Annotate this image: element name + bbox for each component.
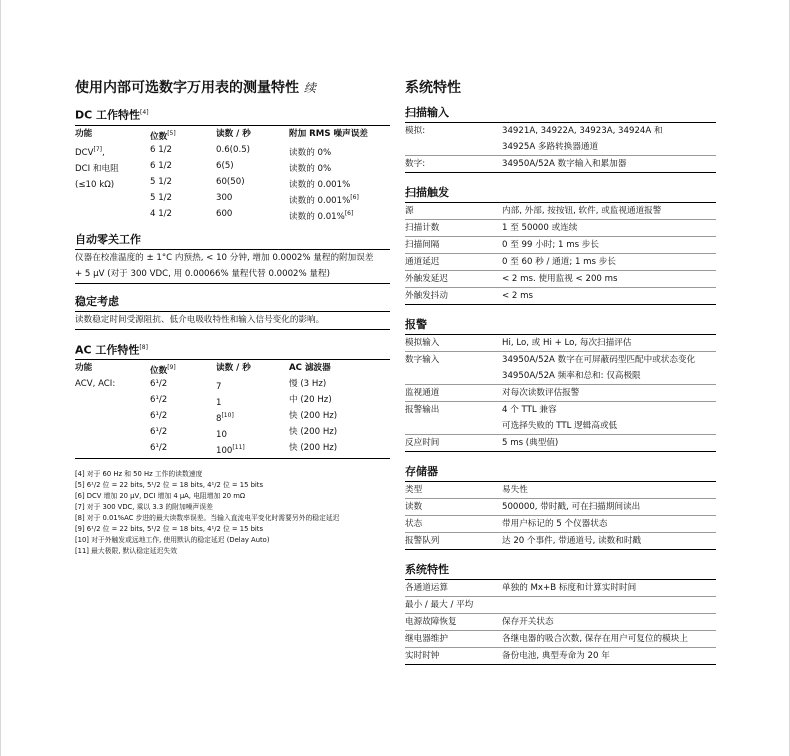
spec-row: [405, 597, 716, 614]
footnote: [8] 对于 0.01%AC 步进的最大读数率误差。当输入直流电平变化时需要另外的稳定延迟: [75, 514, 340, 523]
autozero-line: 仪器在校准温度的 ± 1°C 内预热, < 10 分钟, 增加 0.0002% 量程的附加误差: [75, 252, 374, 263]
settling-text: [75, 312, 390, 330]
spec-key: 实时时钟: [405, 651, 440, 661]
section-gap: [405, 305, 716, 317]
dc-table: [75, 126, 390, 222]
spec-row: [405, 335, 716, 352]
section-gap: [405, 550, 716, 562]
spec-value-line: < 2 ms. 使用监视 < 200 ms: [502, 274, 618, 284]
ac-cell-func: ACV, ACI:: [75, 379, 116, 390]
spec-value: [502, 254, 716, 270]
settling-section-title: 稳定考虑: [75, 294, 390, 312]
ac-header-digits-text: 位数: [150, 366, 168, 377]
dc-cell-reading: 600: [216, 208, 233, 219]
spec-value-line: 保存开关状态: [502, 617, 554, 627]
ac-title-text: AC 工作特性: [75, 343, 140, 357]
ac-header-reading: 读数 / 秒: [216, 363, 251, 374]
dc-table-row: [75, 206, 390, 222]
spec-value-line: 达 20 个事件, 带通道号, 读数和时戳: [502, 536, 642, 546]
dc-header-func: 功能: [75, 128, 93, 139]
spec-value-line: < 2 ms: [502, 291, 533, 301]
dc-cell-digits: 6 1/2: [150, 160, 173, 171]
spec-value-line: 34950A/52A 数字输入和累加器: [502, 159, 627, 169]
ac-header-filter: AC 滤波器: [289, 363, 331, 374]
spec-key: 数字输入: [405, 355, 440, 365]
ac-table-row: [75, 392, 390, 408]
dc-func-text: DCI 和电阻: [75, 163, 119, 174]
dc-cell-digits: 4 1/2: [150, 208, 173, 219]
spec-value: [502, 352, 716, 384]
spec-value-line: 34950A/52A 数字在可屏蔽码型匹配中或状态变化: [502, 355, 696, 365]
spec-value: [502, 533, 716, 549]
spec-value: [502, 271, 716, 287]
spec-row: [405, 631, 716, 648]
spec-value: [502, 335, 716, 351]
spec-row: [405, 203, 716, 220]
spec-key: 反应时间: [405, 438, 440, 448]
spec-value: [502, 482, 716, 498]
footnotes: [75, 469, 390, 557]
ac-cell-filter: 慢 (3 Hz): [289, 379, 327, 390]
spec-row: [405, 482, 716, 499]
spec-row: [405, 237, 716, 254]
spec-row: [405, 254, 716, 271]
spec-value-line: 34925A 多路转换器通道: [502, 142, 599, 152]
dc-func-note: [7]: [93, 145, 102, 153]
spec-value: [502, 597, 716, 613]
section-gap: [405, 452, 716, 464]
ac-cell-digits: 6¹/2: [150, 379, 168, 390]
ac-reading-text: 7: [216, 382, 222, 393]
spec-key: 继电器维护: [405, 634, 448, 644]
spec-key: 外触发抖动: [405, 291, 448, 301]
spec-value-line: 可选择失败的 TTL 逻辑高或低: [502, 421, 618, 431]
spec-key: 监视通道: [405, 388, 440, 398]
autozero-line: + 5 μV (对于 300 VDC, 用 0.00066% 量程代替 0.0002% 量程): [75, 268, 330, 279]
dc-table-row: [75, 158, 390, 174]
spec-value: [502, 648, 716, 664]
ac-cell-filter: 快 (200 Hz): [289, 411, 338, 422]
dc-noise-text: 读数的 0.001%: [289, 179, 351, 190]
spec-value: [502, 220, 716, 236]
ac-title-note: [8]: [139, 343, 148, 351]
dc-header-noise: 附加 RMS 噪声误差: [289, 128, 368, 139]
spec-row: [405, 648, 716, 665]
spec-value-line: 0 至 60 秒 / 通道; 1 ms 步长: [502, 257, 616, 267]
spec-key: 通道延迟: [405, 257, 440, 267]
ac-reading-note: [10]: [221, 412, 234, 420]
left-title-text: 使用内部可选数字万用表的测量特性: [75, 80, 299, 96]
spec-value: [502, 516, 716, 532]
spec-value: [502, 580, 716, 596]
footnote: [4] 对于 60 Hz 和 50 Hz 工作的读数速度: [75, 470, 203, 479]
spec-row: [405, 533, 716, 550]
dc-header-digits-text: 位数: [150, 131, 168, 142]
ac-section-title: [75, 340, 390, 361]
spec-key: 模拟:: [405, 126, 426, 136]
ac-header-func: 功能: [75, 363, 93, 374]
ac-reading-note: [11]: [232, 444, 245, 452]
footnote: [6] DCV 增加 20 μV, DCI 增加 4 μA, 电阻增加 20 mΩ: [75, 492, 246, 501]
spec-key: 扫描计数: [405, 223, 440, 233]
left-column: [75, 105, 390, 557]
spec-section-title: 报警: [405, 317, 716, 335]
left-title-suffix: 续: [303, 81, 316, 95]
spec-key: 最小 / 最大 / 平均: [405, 600, 474, 610]
spec-value-line: 500000, 带时戳, 可在扫描期间读出: [502, 502, 641, 512]
right-page-title: 系统特性: [405, 80, 461, 96]
spec-key: 各通道运算: [405, 583, 448, 593]
spec-value: [502, 614, 716, 630]
spec-key: 报警输出: [405, 405, 440, 415]
dc-header-reading: 读数 / 秒: [216, 128, 251, 139]
footnote: [10] 对于外触发或远地工作, 使用默认的稳定延迟 (Delay Auto): [75, 536, 270, 545]
spec-key: 报警队列: [405, 536, 440, 546]
ac-table: [75, 360, 390, 456]
ac-cell-filter: 中 (20 Hz): [289, 395, 332, 406]
footnote: [7] 对于 300 VDC, 乘以 3.3 的附加噪声误差: [75, 503, 213, 512]
spec-row: [405, 580, 716, 597]
spec-value-line: 0 至 99 小时; 1 ms 步长: [502, 240, 599, 250]
spec-key: 模拟输入: [405, 338, 440, 348]
spec-value: [502, 288, 716, 304]
spec-row: [405, 156, 716, 173]
spec-value: [502, 156, 716, 172]
spec-value: [502, 435, 716, 451]
ac-cell-digits: 6¹/2: [150, 443, 168, 454]
spec-value-line: 5 ms (典型值): [502, 438, 559, 448]
spec-row: [405, 220, 716, 237]
spec-value-line: 各继电器的吸合次数, 保存在用户可复位的模块上: [502, 634, 688, 644]
right-column: [405, 105, 716, 665]
dc-section-title: [75, 105, 390, 126]
spec-key: 读数: [405, 502, 423, 512]
settling-line: 读数稳定时间受源阻抗、低介电吸收特性和输入信号变化的影响。: [75, 314, 325, 325]
spec-section-title: 存储器: [405, 464, 716, 482]
footnote: [11] 最大极限, 默认稳定延迟失效: [75, 547, 177, 556]
autozero-section-title: 自动零关工作: [75, 232, 390, 250]
spec-key: 源: [405, 206, 414, 216]
spec-key: 类型: [405, 485, 423, 495]
dc-cell-digits: 5 1/2: [150, 192, 173, 203]
spec-value-line: 34950A/52A 频率和总和: 仅高极限: [502, 371, 641, 381]
spec-value-line: 带用户标记的 5 个仪器状态: [502, 519, 608, 529]
autozero-text: [75, 250, 390, 284]
spec-value-line: 单独的 Mx+B 标度和计算实时时间: [502, 583, 637, 593]
spec-row: [405, 352, 716, 385]
spec-row: [405, 499, 716, 516]
spec-value-line: 对每次读数评估报警: [502, 388, 580, 398]
ac-header-digits-note: [9]: [167, 364, 176, 372]
ac-reading-text: 10: [216, 430, 227, 441]
dc-cell-reading: 6(5): [216, 160, 234, 171]
dc-noise-text: 读数的 0.001%: [289, 195, 351, 206]
dc-cell-reading: 60(50): [216, 176, 245, 187]
dc-func-suffix: ,: [102, 147, 105, 158]
ac-cell-filter: 快 (200 Hz): [289, 443, 338, 454]
spec-row: [405, 516, 716, 533]
spec-value: [502, 385, 716, 401]
dc-func-text: (≤10 kΩ): [75, 179, 115, 190]
spec-value: [502, 237, 716, 253]
spec-section-title: 系统特性: [405, 562, 716, 580]
dc-cell-digits: 6 1/2: [150, 144, 173, 155]
spec-value: [502, 203, 716, 219]
section-gap: [405, 173, 716, 185]
ac-reading-text: 100: [216, 446, 233, 457]
spec-key: 扫描间隔: [405, 240, 440, 250]
spec-value: [502, 499, 716, 515]
dc-table-row: [75, 190, 390, 206]
ac-cell-filter: 快 (200 Hz): [289, 427, 338, 438]
dc-title-note: [4]: [140, 109, 149, 116]
dc-noise-note: [6]: [350, 193, 359, 201]
spec-row: [405, 402, 716, 435]
spec-row: [405, 614, 716, 631]
spec-value-line: 易失性: [502, 485, 528, 495]
ac-reading-text: 1: [216, 398, 222, 409]
dc-cell-noise: [289, 206, 353, 225]
spec-value: [502, 402, 716, 434]
spec-value-line: 4 个 TTL 兼容: [502, 405, 557, 415]
spec-value-line: Hi, Lo, 或 Hi + Lo, 每次扫描评估: [502, 338, 632, 348]
ac-table-row: [75, 376, 390, 392]
spec-value-line: 34921A, 34922A, 34923A, 34924A 和: [502, 126, 663, 136]
dc-func-text: DCV: [75, 147, 94, 158]
ac-reading-text: 8: [216, 414, 222, 425]
dc-cell-digits: 5 1/2: [150, 176, 173, 187]
spec-section-title: 扫描触发: [405, 185, 716, 203]
ac-table-row: [75, 440, 390, 456]
spec-row: [405, 435, 716, 452]
ac-cell-digits: 6¹/2: [150, 427, 168, 438]
spec-row: [405, 271, 716, 288]
ac-table-row: [75, 408, 390, 424]
dc-noise-note: [6]: [344, 209, 354, 217]
left-page-title: [75, 79, 316, 97]
ac-table-row: [75, 424, 390, 440]
ac-cell-digits: 6¹/2: [150, 395, 168, 406]
spec-value: [502, 631, 716, 647]
dc-noise-text: 读数的 0%: [289, 163, 332, 174]
ac-cell-reading: [216, 440, 245, 459]
spec-row: [405, 385, 716, 402]
dc-header-digits-note: [5]: [167, 129, 176, 137]
spec-value-line: 备份电池, 典型寿命为 20 年: [502, 651, 610, 661]
spec-key: 外触发延迟: [405, 274, 448, 284]
spec-key: 状态: [405, 519, 423, 529]
dc-table-row: [75, 174, 390, 190]
spec-value: [502, 123, 716, 155]
footnote: [9] 6¹/2 位 = 22 bits, 5¹/2 位 = 18 bits, 4¹/2 位 = 15 bits: [75, 525, 263, 534]
spec-row: [405, 123, 716, 156]
ac-cell-digits: 6¹/2: [150, 411, 168, 422]
dc-table-row: [75, 142, 390, 158]
dc-cell-reading: 300: [216, 192, 233, 203]
spec-section-title: 扫描输入: [405, 105, 716, 123]
spec-value-line: 内部, 外部, 按按钮, 软件, 或监视通道报警: [502, 206, 662, 216]
spec-value-line: 1 至 50000 或连续: [502, 223, 578, 233]
dc-noise-text: 读数的 0%: [289, 147, 332, 158]
spec-key: 数字:: [405, 159, 426, 169]
spec-key: 电源故障恢复: [405, 617, 457, 627]
dc-noise-text: 读数的 0.01%: [289, 211, 345, 222]
ac-table-header: [75, 360, 390, 376]
dc-table-header: [75, 126, 390, 142]
spec-row: [405, 288, 716, 305]
dc-title-text: DC 工作特性: [75, 108, 141, 122]
dc-cell-reading: 0.6(0.5): [216, 144, 251, 155]
footnote: [5] 6¹/2 位 = 22 bits, 5¹/2 位 = 18 bits, 4¹/2 位 = 15 bits: [75, 481, 263, 490]
